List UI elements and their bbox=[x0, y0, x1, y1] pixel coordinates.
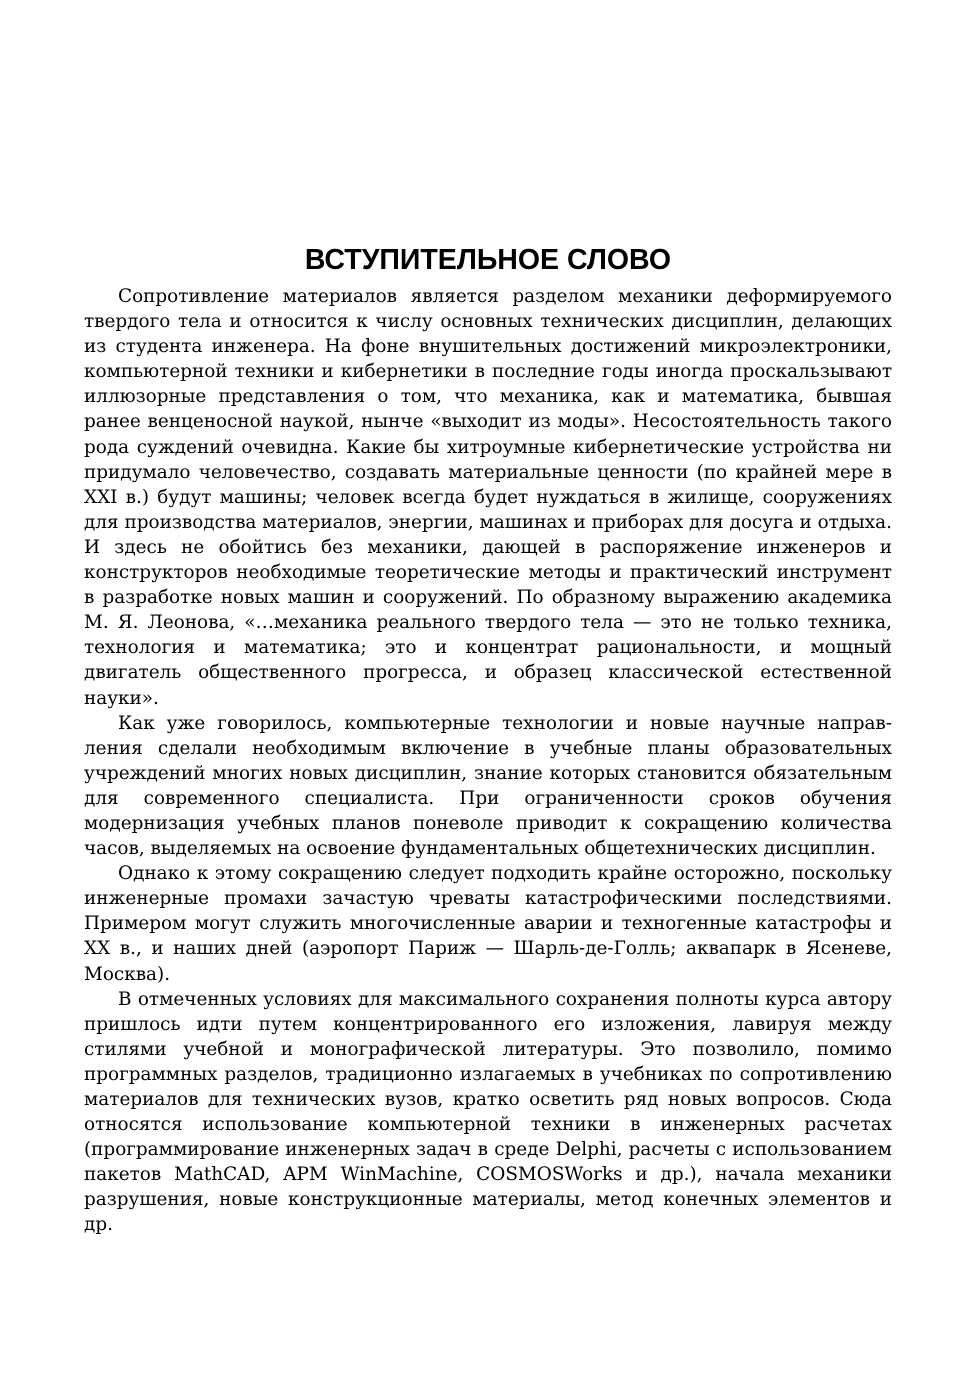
document-page bbox=[84, 238, 892, 1238]
paragraph-4: В отмеченных условиях для максимального сохранения полноты курса автору пришлось идти путем концентрированного его изложения, лавируя между стилями учебной и монографической литературы. Это позволило, помимо программных разделов, традиционно излагаемых в учебниках по сопротивлению материалов для технических вузов, кратко осветить ряд новых вопросов. Сюда относятся использование компьютерной техники в инженерных расчетах (программирование инженерных задач в среде Delphi, расчеты с использованием пакетов MathCAD, APM WinMachine, COSMOSWorks и др.), начала механики разрушения, новые конструкционные материалы, метод конечных элементов и др. bbox=[84, 988, 892, 1236]
paragraph-2: Как уже говорилось, компьютерные технологии и новые научные направления сделали необходимым включение в учебные планы образовательных учреждений многих новых дисциплин, знание которых становится обязательным для современного специалиста. При ограниченности сроков обучения модернизация учебных планов поневоле приводит к сокращению количества часов, выделяемых на освоение фундаментальных общетехнических дисциплин. bbox=[84, 712, 892, 860]
body-text bbox=[84, 284, 892, 1238]
chapter-title: ВСТУПИТЕЛЬНОЕ СЛОВО bbox=[304, 244, 672, 276]
paragraph-3: Однако к этому сокращению следует подходить крайне осторожно, поскольку инженерные промахи зачастую чреваты катастрофическими последствиями. Примером могут служить многочисленные аварии и техногенные катастрофы и XX в., и наших дней (аэропорт Париж — Шарль-де-Голль; аквапарк в Ясеневе, Москва). bbox=[84, 863, 892, 985]
paragraph-1: Сопротивление материалов является разделом механики деформируемого твердого тела и относится к числу основных технических дисциплин, делающих из студента инженера. На фоне внушительных достижений микроэлектроники, компьютерной техники и кибернетики в последние годы иногда проскальзывают иллюзорные представления о том, что механика, как и математика, бывшая ранее венценосной наукой, нынче «выходит из моды». Несостоятельность такого рода суждений очевидна. Какие бы хитроумные кибернетические устройства ни придумало человечество, создавать материальные ценности (по крайней мере в XXI в.) будут машины; человек всегда будет нуждаться в жилище, сооружениях для производства материалов, энергии, машинах и приборах для досуга и отдыха. И здесь не обойтись без механики, дающей в распоряжение инженеров и конструкторов необходимые теоретические методы и практический инструмент в разработке новых машин и сооружений. По образному выражению академика М. Я. Леонова, «…механика реального твердого тела — это не только техника, технология и математика; это и концентрат рациональности, и мощный двигатель общественного прогресса, и образец классической естественной науки». bbox=[84, 286, 892, 709]
